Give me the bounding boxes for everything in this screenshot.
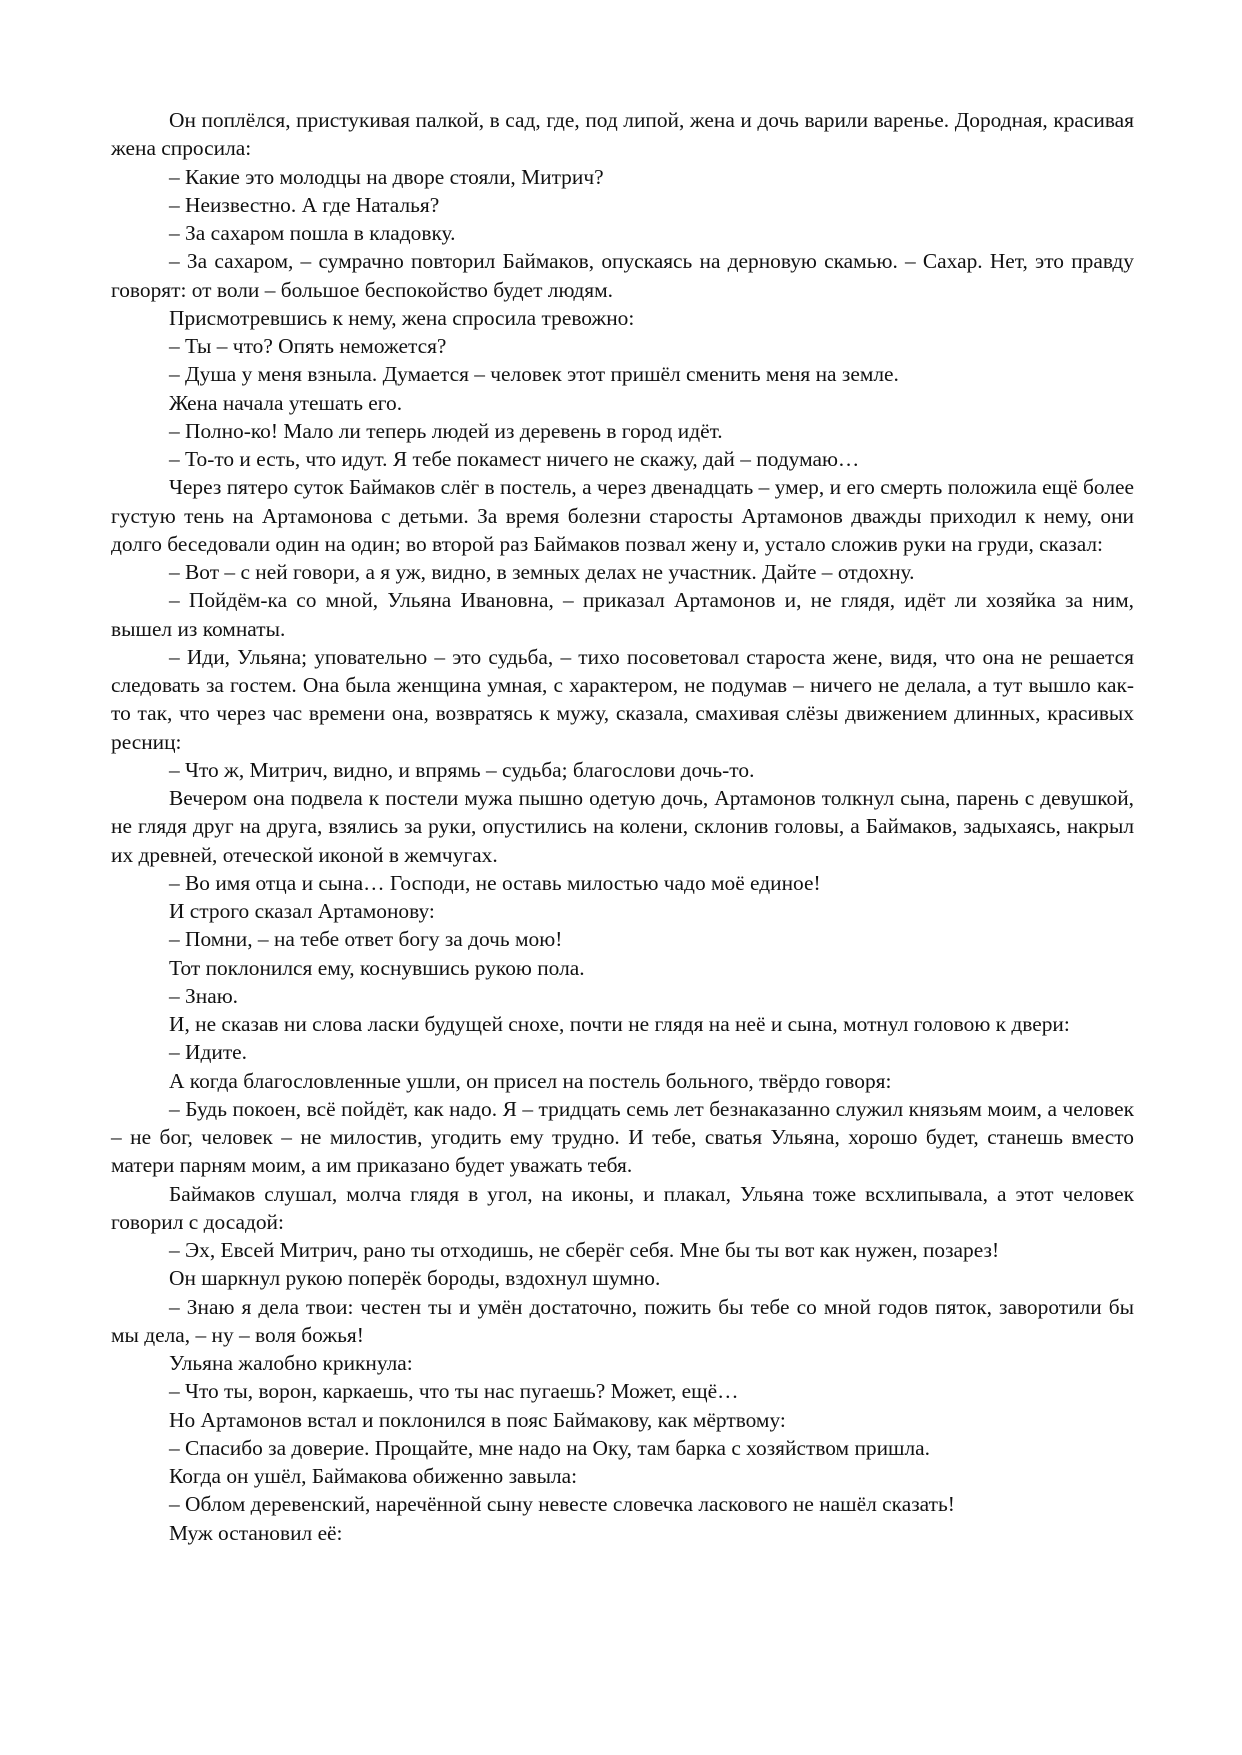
paragraph: И строго сказал Артамонову:: [169, 899, 435, 923]
paragraph: – Знаю.: [169, 983, 239, 1008]
paragraph: И, не сказав ни слова ласки будущей снохе, почти не глядя на неё и сына, мотнул головою к двери:: [169, 1012, 1070, 1036]
paragraph: Через пятеро суток Баймаков слёг в постель, а через двенадцать – умер, и его смерть положила ещё более густую тень на Артамонова с детьми. За время болезни старосты Артамонов дважды приходил к нему, они долго беседовали один на один; во второй раз Баймаков позвал жену и, устало сложив руки на груди, сказал:: [111, 475, 1134, 556]
paragraph: – Пойдём-ка со мной, Ульяна Ивановна, – приказал Артамонов и, не глядя, идёт ли хозяйка за ним, вышел из комнаты.: [111, 588, 1134, 641]
paragraph: – Эх, Евсей Митрич, рано ты отходишь, не сберёг себя. Мне бы ты вот как нужен, позарез!: [169, 1238, 1000, 1262]
paragraph: – Спасибо за доверие. Прощайте, мне надо на Оку, там барка с хозяйством пришла.: [169, 1435, 931, 1460]
paragraph: Ульяна жалобно крикнула:: [169, 1351, 413, 1375]
paragraph: – То-то и есть, что идут. Я тебе покамест ничего не скажу, дай – подумаю…: [169, 447, 860, 471]
paragraph: – Облом деревенский, наречённой сыну невесте словечка ласкового не нашёл сказать!: [169, 1492, 955, 1517]
paragraph: – Душа у меня взныла. Думается – человек этот пришёл сменить меня на земле.: [169, 362, 899, 387]
paragraph: Присмотревшись к нему, жена спросила тревожно:: [169, 305, 635, 330]
paragraph: Тот поклонился ему, коснувшись рукою пола.: [169, 955, 585, 980]
paragraph: Когда он ушёл, Баймакова обиженно завыла:: [169, 1464, 578, 1488]
paragraph: – Будь покоен, всё пойдёт, как надо. Я – тридцать семь лет безнаказанно служил князьям моим, а человек – не бог, человек – не милостив, угодить ему трудно. И тебе, сватья Ульяна, хорошо будет, станешь вместо матери парням моим, а им приказано будет уважать тебя.: [111, 1096, 1134, 1178]
paragraph: – Неизвестно. А где Наталья?: [169, 192, 440, 217]
paragraph: – Что ты, ворон, каркаешь, что ты нас пугаешь? Может, ещё…: [169, 1379, 739, 1404]
paragraph: Но Артамонов встал и поклонился в пояс Баймакову, как мёртвому:: [169, 1407, 786, 1432]
paragraph: – Помни, – на тебе ответ богу за дочь мою!: [169, 927, 563, 952]
paragraph: – Иди, Ульяна; уповательно – это судьба, – тихо посоветовал староста жене, видя, что она не решается следовать за гостем. Она была женщина умная, с характером, не подумав – ничего не делала, а тут вышло как-то так, что через час времени она, возвратясь к мужу, сказала, смахивая слёзы движением длинных, красивых ресниц:: [111, 644, 1134, 754]
paragraph: – За сахаром пошла в кладовку.: [169, 221, 456, 245]
paragraph: – Знаю я дела твои: честен ты и умён достаточно, пожить бы тебе со мной годов пяток, заворотили бы мы дела, – ну – воля божья!: [111, 1294, 1134, 1347]
document-page: [111, 106, 1134, 1547]
paragraph: Он поплёлся, пристукивая палкой, в сад, где, под липой, жена и дочь варили варенье. Дородная, красивая жена спросила:: [111, 108, 1134, 161]
paragraph: – Идите.: [169, 1040, 248, 1065]
paragraph: Жена начала утешать его.: [169, 390, 403, 415]
paragraph: Муж остановил её:: [169, 1520, 343, 1545]
paragraph: Баймаков слушал, молча глядя в угол, на иконы, и плакал, Ульяна тоже всхлипывала, а этот человек говорил с досадой:: [111, 1181, 1134, 1234]
paragraph: Он шаркнул рукою поперёк бороды, вздохнул шумно.: [169, 1266, 661, 1291]
paragraph: – Полно-ко! Мало ли теперь людей из деревень в город идёт.: [169, 418, 723, 443]
paragraph: – Вот – с ней говори, а я уж, видно, в земных делах не участник. Дайте – отдохну.: [169, 560, 915, 584]
paragraph: – Что ж, Митрич, видно, и впрямь – судьба; благослови дочь-то.: [169, 757, 755, 782]
paragraph: – Ты – что? Опять неможется?: [169, 334, 447, 358]
paragraph: – За сахаром, – сумрачно повторил Баймаков, опускаясь на дерновую скамью. – Сахар. Нет, это правду говорят: от воли – большое беспокойство будет людям.: [111, 249, 1134, 302]
paragraph: – Какие это молодцы на дворе стояли, Митрич?: [169, 164, 604, 189]
paragraph: Вечером она подвела к постели мужа пышно одетую дочь, Артамонов толкнул сына, парень с девушкой, не глядя друг на друга, взялись за руки, опустились на колени, склонив головы, а Баймаков, задыхаясь, накрыл их древней, отеческой иконой в жемчугах.: [111, 786, 1134, 867]
paragraph: А когда благословленные ушли, он присел на постель больного, твёрдо говоря:: [169, 1068, 892, 1093]
paragraph: – Во имя отца и сына… Господи, не оставь милостью чадо моё единое!: [169, 870, 821, 895]
